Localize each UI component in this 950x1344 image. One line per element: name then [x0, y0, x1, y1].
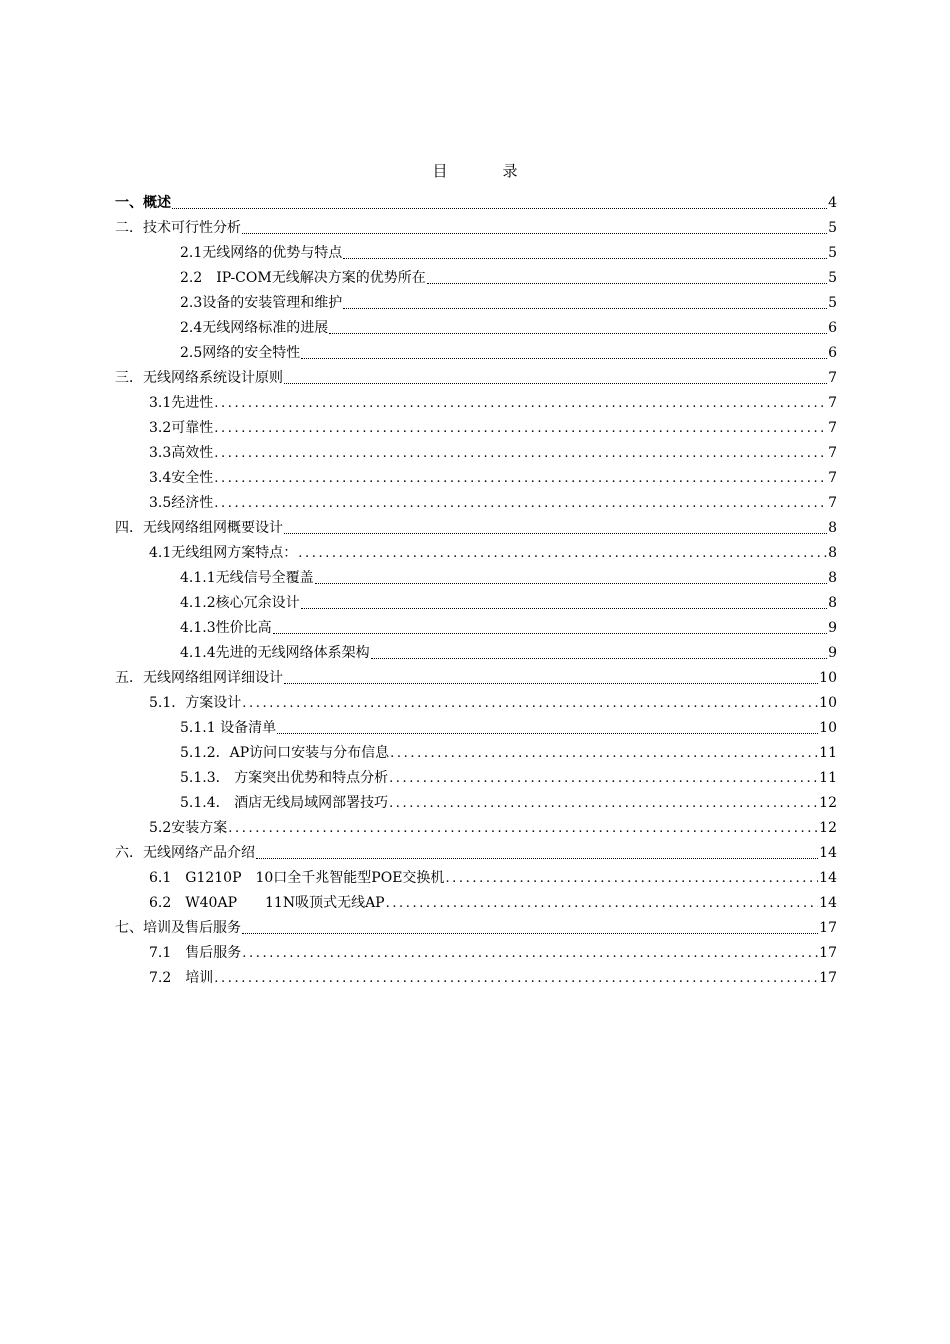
- toc-entry[interactable]: [115, 366, 837, 391]
- toc-entry[interactable]: [115, 541, 837, 566]
- toc-page-number: 12: [819, 795, 837, 811]
- toc-page-number: 7: [828, 495, 837, 511]
- toc-page-number: 14: [819, 845, 837, 861]
- toc-entry-label: 4.1.2核心冗余设计: [180, 595, 300, 611]
- toc-entry[interactable]: [115, 616, 837, 641]
- toc-leader: [214, 491, 827, 516]
- toc-page-number: 17: [819, 945, 837, 961]
- toc-leader: [242, 916, 818, 941]
- toc-entry[interactable]: [115, 641, 837, 666]
- toc-entry-label: 6.1 G1210P 10口全千兆智能型POE交换机: [149, 870, 445, 886]
- toc-entry[interactable]: [115, 491, 837, 516]
- toc-page-number: 11: [819, 770, 837, 786]
- toc-leader: [242, 691, 818, 716]
- toc-leader: [242, 941, 818, 966]
- toc-page-number: 8: [828, 595, 837, 611]
- toc-entry[interactable]: [115, 916, 837, 941]
- toc-page-number: 10: [819, 720, 837, 736]
- toc-page-number: 5: [828, 245, 837, 261]
- toc-entry[interactable]: [115, 566, 837, 591]
- toc-leader: [298, 541, 827, 566]
- toc-entry[interactable]: [115, 891, 837, 916]
- toc-leader: [343, 241, 827, 266]
- toc-entry[interactable]: [115, 816, 837, 841]
- toc-page-number: 6: [828, 345, 837, 361]
- toc-page-number: 9: [828, 645, 837, 661]
- toc-entry-label: 5.1.4． 酒店无线局域网部署技巧: [180, 795, 389, 811]
- toc-entry[interactable]: [115, 766, 837, 791]
- toc-leader: [214, 966, 818, 991]
- toc-entry[interactable]: [115, 241, 837, 266]
- toc-entry-label: 4.1.3性价比高: [180, 620, 272, 636]
- toc-page-number: 10: [819, 670, 837, 686]
- toc-leader: [214, 416, 827, 441]
- toc-entry[interactable]: [115, 866, 837, 891]
- toc-entry-label: 7.2 培训: [149, 970, 214, 986]
- toc-page-number: 7: [828, 395, 837, 411]
- toc-leader: [301, 341, 827, 366]
- toc-entry-label: 3.2可靠性: [149, 420, 214, 436]
- toc-page-number: 6: [828, 320, 837, 336]
- toc-entry[interactable]: [115, 516, 837, 541]
- toc-page-number: 8: [828, 520, 837, 536]
- toc-entry-label: 3.5经济性: [149, 495, 214, 511]
- toc-leader: [214, 391, 827, 416]
- toc-leader: [427, 266, 827, 291]
- toc-page-number: 7: [828, 420, 837, 436]
- toc-leader: [343, 291, 827, 316]
- toc-page-number: 7: [828, 445, 837, 461]
- toc-entry[interactable]: [115, 591, 837, 616]
- toc-page-number: 5: [828, 295, 837, 311]
- toc-page-number: 7: [828, 370, 837, 386]
- toc-entry[interactable]: [115, 716, 837, 741]
- toc-entry-label: 5.1．方案设计: [149, 695, 242, 711]
- toc-entry-label: 五．无线网络组网详细设计: [115, 670, 283, 686]
- toc-page-number: 17: [819, 920, 837, 936]
- toc-leader: [214, 441, 827, 466]
- toc-page-number: 14: [819, 895, 837, 911]
- toc-entry-label: 7.1 售后服务: [149, 945, 242, 961]
- toc-entry[interactable]: [115, 466, 837, 491]
- toc-page-number: 17: [819, 970, 837, 986]
- toc-entry[interactable]: [115, 666, 837, 691]
- toc-entry-label: 三．无线网络系统设计原则: [115, 370, 283, 386]
- toc-entry[interactable]: [115, 266, 837, 291]
- toc-leader: [301, 591, 827, 616]
- toc-leader: [214, 466, 827, 491]
- toc-leader: [371, 641, 827, 666]
- toc-leader: [172, 191, 827, 216]
- toc-entry[interactable]: [115, 391, 837, 416]
- toc-entry-label: 2.3设备的安装管理和维护: [180, 295, 343, 311]
- toc-entry-label: 2.1无线网络的优势与特点: [180, 245, 343, 261]
- toc-entry-label: 5.1.1 设备清单: [180, 720, 277, 736]
- toc-entry-label: 一、概述: [115, 195, 171, 211]
- toc-leader: [445, 866, 818, 891]
- toc-leader: [256, 841, 818, 866]
- toc-entry-label: 3.3高效性: [149, 445, 214, 461]
- toc-entry-label: 六．无线网络产品介绍: [115, 845, 255, 861]
- toc-entry[interactable]: [115, 791, 837, 816]
- toc-entry-label: 6.2 W40AP 11N吸顶式无线AP: [149, 895, 385, 911]
- toc-page-number: 4: [828, 195, 837, 211]
- toc-page-number: 14: [819, 870, 837, 886]
- toc-entry-label: 2.2 IP-COM无线解决方案的优势所在: [180, 270, 426, 286]
- toc-entry[interactable]: [115, 216, 837, 241]
- toc-entry[interactable]: [115, 191, 837, 216]
- toc-page-number: 12: [819, 820, 837, 836]
- toc-entry[interactable]: [115, 291, 837, 316]
- toc-entry[interactable]: [115, 966, 837, 991]
- toc-leader: [277, 716, 818, 741]
- toc-page-number: 5: [828, 270, 837, 286]
- toc-entry-label: 四．无线网络组网概要设计: [115, 520, 283, 536]
- toc-leader: [273, 616, 827, 641]
- toc-leader: [389, 766, 818, 791]
- toc-page-number: 8: [828, 545, 837, 561]
- toc-entry-label: 4.1.1无线信号全覆盖: [180, 570, 314, 586]
- toc-leader: [284, 516, 827, 541]
- toc-page-number: 7: [828, 470, 837, 486]
- toc-entry[interactable]: [115, 416, 837, 441]
- toc-leader: [242, 216, 827, 241]
- toc-entry-label: 二．技术可行性分析: [115, 220, 241, 236]
- toc-leader: [284, 666, 818, 691]
- toc-leader: [389, 791, 818, 816]
- toc-entry-label: 2.4无线网络标准的进展: [180, 320, 329, 336]
- toc-entry[interactable]: [115, 941, 837, 966]
- toc-entry[interactable]: [115, 316, 837, 341]
- toc-entry-label: 3.1先进性: [149, 395, 214, 411]
- toc-entry[interactable]: [115, 841, 837, 866]
- toc-entry[interactable]: [115, 741, 837, 766]
- toc-leader: [315, 566, 827, 591]
- toc-entry[interactable]: [115, 691, 837, 716]
- toc-entry-label: 2.5网络的安全特性: [180, 345, 301, 361]
- toc-page-number: 9: [828, 620, 837, 636]
- toc-entry-label: 5.1.3． 方案突出优势和特点分析: [180, 770, 389, 786]
- toc-entry-label: 4.1.4先进的无线网络体系架构: [180, 645, 370, 661]
- toc-leader: [228, 816, 818, 841]
- toc-entry-label: 5.2安装方案: [149, 820, 228, 836]
- toc-leader: [329, 316, 827, 341]
- toc-leader: [386, 891, 819, 916]
- toc-entry-label: 4.1无线组网方案特点：: [149, 545, 298, 561]
- toc-entry-label: 3.4安全性: [149, 470, 214, 486]
- toc-page-number: 8: [828, 570, 837, 586]
- toc-title: 目 录: [432, 162, 538, 180]
- toc-entry[interactable]: [115, 341, 837, 366]
- toc-page-number: 10: [819, 695, 837, 711]
- toc-page-number: 5: [828, 220, 837, 236]
- toc-leader: [284, 366, 827, 391]
- toc-entry[interactable]: [115, 441, 837, 466]
- toc-entry-label: 七、培训及售后服务: [115, 920, 241, 936]
- table-of-contents: [115, 191, 837, 991]
- toc-page-number: 11: [819, 745, 837, 761]
- toc-leader: [390, 741, 818, 766]
- toc-entry-label: 5.1.2．AP访问口安装与分布信息: [180, 745, 390, 761]
